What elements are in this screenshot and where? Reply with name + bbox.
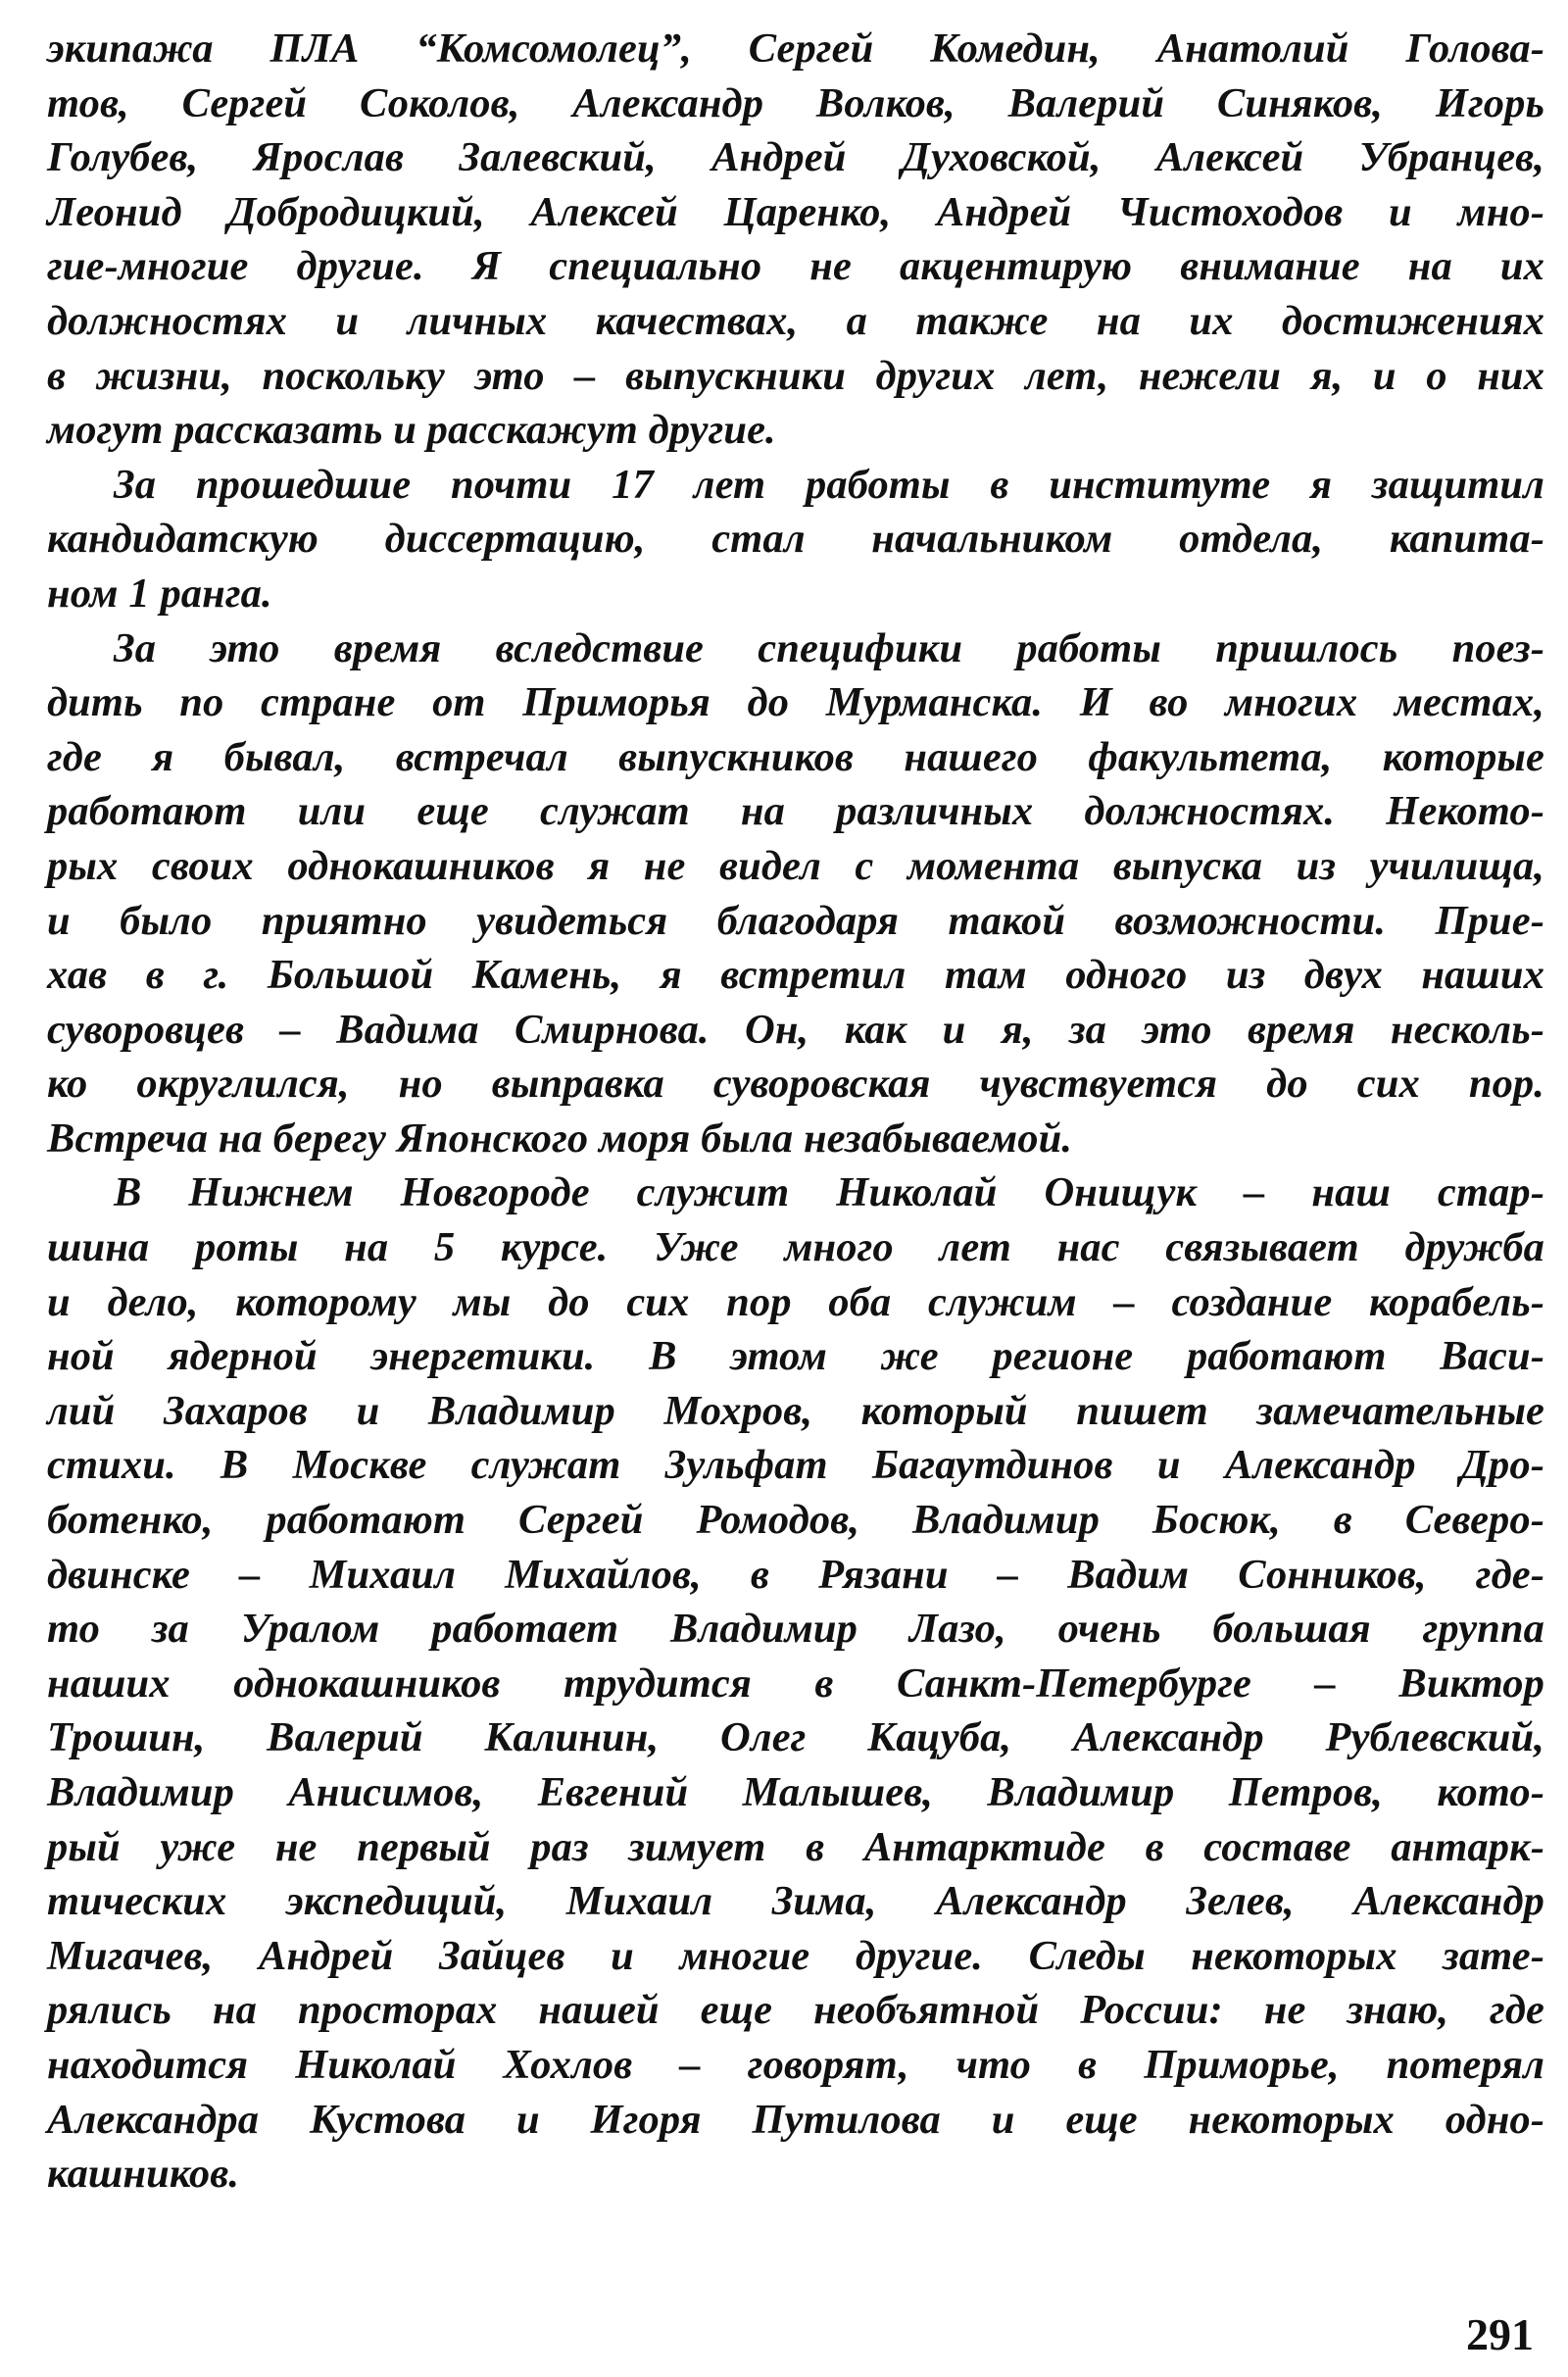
text-line: рялись на просторах нашей еще необъятной России: не знаю, где	[47, 1987, 1544, 2034]
text-line: ной ядерной энергетики. В этом же регионе работают Васи-	[47, 1333, 1544, 1380]
text-line: находится Николай Хохлов – говорят, что в Приморье, потерял	[47, 2041, 1544, 2088]
text-line: ко округлился, но выправка суворовская чувствуется до сих пор.	[47, 1061, 1544, 1108]
text-line: В Нижнем Новгороде служит Николай Онищук – наш стар-	[114, 1169, 1544, 1216]
text-line: работают или еще служат на различных должностях. Некото-	[47, 788, 1544, 835]
text-line: За прошедшие почти 17 лет работы в институте я защитил	[114, 461, 1544, 508]
text-line: ботенко, работают Сергей Ромодов, Владимир Босюк, в Северо-	[47, 1497, 1544, 1544]
text-line: в жизни, поскольку это – выпускники других лет, нежели я, и о них	[47, 352, 1544, 399]
text-line: Владимир Анисимов, Евгений Малышев, Владимир Петров, кото-	[47, 1769, 1544, 1815]
paragraph	[47, 1165, 1544, 2201]
text-line: кандидатскую диссертацию, стал начальником отдела, капита-	[47, 516, 1544, 563]
text-line: и было приятно увидеться благодаря такой возможности. Прие-	[47, 897, 1544, 944]
text-line: кашников.	[47, 2151, 240, 2198]
text-line: Голубев, Ярослав Залевский, Андрей Духовской, Алексей Убранцев,	[47, 134, 1544, 181]
text-line: тических экспедиций, Михаил Зима, Александр Зелев, Александр	[47, 1878, 1544, 1925]
text-line: экипажа ПЛА “Комсомолец”, Сергей Комедин, Анатолий Голова-	[47, 25, 1544, 72]
text-line: дить по стране от Приморья до Мурманска. И во многих местах,	[47, 679, 1544, 726]
text-line: лий Захаров и Владимир Мохров, который пишет замечательные	[47, 1387, 1544, 1434]
text-body	[47, 22, 1544, 2202]
text-line: должностях и личных качествах, а также на их достижениях	[47, 297, 1544, 344]
text-line: стихи. В Москве служат Зульфат Багаутдинов и Александр Дро-	[47, 1442, 1544, 1489]
text-line: гие-многие другие. Я специально не акцентирую внимание на их	[47, 243, 1544, 290]
text-line: Александра Кустова и Игоря Путилова и еще некоторых одно-	[47, 2096, 1544, 2143]
text-line: рый уже не первый раз зимует в Антарктиде в составе антарк-	[47, 1823, 1544, 1870]
text-line: шина роты на 5 курсе. Уже много лет нас связывает дружба	[47, 1224, 1544, 1271]
paragraph	[47, 458, 1544, 621]
text-line: тов, Сергей Соколов, Александр Волков, Валерий Синяков, Игорь	[47, 79, 1544, 126]
text-line: хав в г. Большой Камень, я встретил там одного из двух наших	[47, 952, 1544, 999]
text-line: Трошин, Валерий Калинин, Олег Кацуба, Александр Рублевский,	[47, 1714, 1544, 1761]
paragraph	[47, 621, 1544, 1166]
page-number: 291	[1466, 2309, 1534, 2359]
text-line: двинске – Михаил Михайлов, в Рязани – Вадим Сонников, где-	[47, 1551, 1544, 1598]
text-line: Встреча на берегу Японского моря была незабываемой.	[47, 1114, 1073, 1162]
text-line: могут рассказать и расскажут другие.	[47, 407, 776, 454]
text-line: где я бывал, встречал выпускников нашего факультета, которые	[47, 733, 1544, 780]
text-line: За это время вследствие специфики работы пришлось поез-	[114, 624, 1544, 671]
text-line: Леонид Добродицкий, Алексей Царенко, Андрей Чистоходов и мно-	[47, 188, 1544, 235]
paragraph	[47, 22, 1544, 458]
text-line: и дело, которому мы до сих пор оба служим – создание корабель-	[47, 1278, 1544, 1325]
text-line: Мигачев, Андрей Зайцев и многие другие. Следы некоторых зате-	[47, 1932, 1544, 1979]
text-line: рых своих однокашников я не видел с момента выпуска из училища,	[47, 842, 1544, 889]
text-line: то за Уралом работает Владимир Лазо, очень большая группа	[47, 1606, 1544, 1653]
text-line: суворовцев – Вадима Смирнова. Он, как и я, за это время несколь-	[47, 1006, 1544, 1053]
text-line: ном 1 ранга.	[47, 569, 272, 617]
text-line: наших однокашников трудится в Санкт-Петербурге – Виктор	[47, 1659, 1544, 1707]
